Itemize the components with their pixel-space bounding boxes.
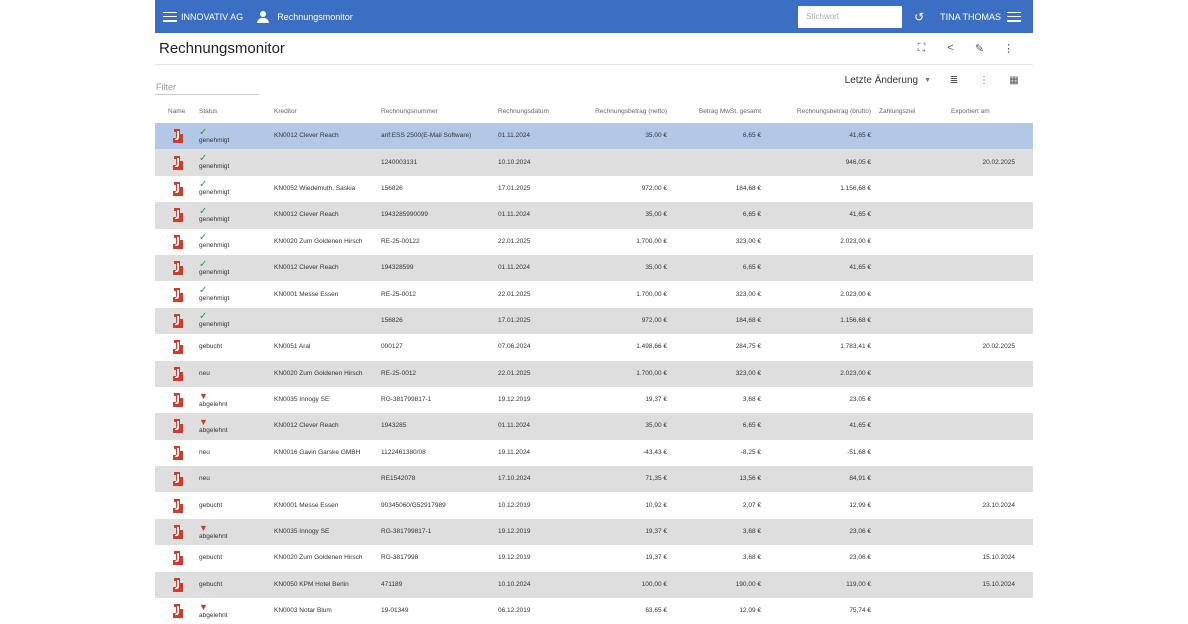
rechnungsdatum-cell: 07.06.2024: [494, 334, 574, 360]
brutto-cell: 41,65 €: [765, 123, 875, 149]
brutto-cell: 23,06 €: [765, 545, 875, 571]
pdf-icon[interactable]: [159, 207, 191, 223]
pdf-icon[interactable]: [159, 471, 191, 487]
mwst-cell: 6,65 €: [671, 255, 765, 281]
exportiert-cell: [947, 281, 1033, 307]
mwst-cell: 3,68 €: [671, 545, 765, 571]
kreditor-cell: KN0050 KPM Hotel Berlin: [270, 572, 377, 598]
table-row[interactable]: [155, 466, 1033, 492]
pdf-icon[interactable]: [159, 181, 191, 197]
kreditor-cell: KN0016 Gavin Garske GMBH: [270, 440, 377, 466]
rechnungsdatum-cell: 22.01.2025: [494, 229, 574, 255]
status-text: neu: [199, 369, 210, 377]
netto-cell: 35,00 €: [574, 413, 671, 439]
pdf-cell[interactable]: [155, 466, 195, 492]
status-text: genehmigt: [199, 163, 230, 171]
mwst-cell: -8,25 €: [671, 440, 765, 466]
kreditor-cell: KN0052 Wiedemuth, Saskia: [270, 176, 377, 202]
kreditor-cell: [270, 466, 377, 492]
filter-input[interactable]: Filter: [155, 82, 259, 95]
exportiert-cell: 15.10.2024: [947, 572, 1033, 598]
zahlungsziel-cell: [875, 308, 947, 334]
exportiert-cell: [947, 598, 1033, 624]
kreditor-cell: KN0020 Zum Goldenen Hirsch: [270, 229, 377, 255]
exportiert-cell: 20.02.2025: [947, 149, 1033, 175]
edit-icon[interactable]: ✎: [974, 43, 985, 55]
pdf-cell[interactable]: [155, 413, 195, 439]
columns-icon[interactable]: ▦: [1009, 75, 1019, 86]
column-header[interactable]: Rechnungsbetrag (netto): [595, 107, 667, 115]
app-window: [155, 0, 1033, 621]
pdf-icon[interactable]: [159, 234, 191, 250]
kreditor-cell: KN0020 Zum Goldenen Hirsch: [270, 361, 377, 387]
column-header[interactable]: Rechnungsnummer: [381, 107, 438, 115]
table-row[interactable]: [155, 334, 1033, 360]
search-input[interactable]: Stichwort: [798, 6, 902, 28]
sort-select[interactable]: Letzte Änderung: [844, 75, 919, 86]
rechnungsdatum-cell: 22.01.2025: [494, 361, 574, 387]
brutto-cell: 41,65 €: [765, 202, 875, 228]
kreditor-cell: KN0012 Clever Reach: [270, 202, 377, 228]
rechnungsnummer-cell: RG-381799817-1: [377, 519, 494, 545]
status-cell: [195, 413, 270, 439]
company-name[interactable]: INNOVATIV AG: [181, 11, 244, 22]
exportiert-cell: [947, 440, 1033, 466]
history-icon[interactable]: ↺: [914, 9, 925, 24]
table-row[interactable]: [155, 545, 1033, 571]
zahlungsziel-cell: [875, 255, 947, 281]
table-row[interactable]: [155, 492, 1033, 518]
zahlungsziel-cell: [875, 202, 947, 228]
brutto-cell: 2.023,00 €: [765, 229, 875, 255]
pdf-cell[interactable]: [155, 334, 195, 360]
rechnungsnummer-cell: RE-25-00122: [377, 229, 494, 255]
exportiert-cell: [947, 519, 1033, 545]
brutto-cell: 1.156,68 €: [765, 308, 875, 334]
pdf-cell[interactable]: [155, 255, 195, 281]
zahlungsziel-cell: [875, 334, 947, 360]
column-header[interactable]: Rechnungsbetrag (brutto): [796, 107, 871, 115]
table-header: [155, 99, 1033, 123]
pdf-cell[interactable]: [155, 361, 195, 387]
rechnungsdatum-cell: 17.10.2024: [494, 466, 574, 492]
netto-cell: 35,00 €: [574, 202, 671, 228]
zahlungsziel-cell: [875, 123, 947, 149]
netto-cell: 63,65 €: [574, 598, 671, 624]
status-cell: [195, 176, 270, 202]
sort-icon[interactable]: ≣: [949, 75, 959, 86]
status-cell: [195, 545, 270, 571]
rechnungsnummer-cell: 1240003131: [377, 149, 494, 175]
column-header[interactable]: Zahlungsziel: [879, 107, 916, 115]
rechnungsnummer-cell: 156826: [377, 176, 494, 202]
table-row[interactable]: [155, 440, 1033, 466]
status-text: abgelehnt: [199, 400, 228, 408]
status-text: abgelehnt: [199, 426, 228, 434]
share-icon[interactable]: <: [947, 42, 954, 54]
pdf-icon[interactable]: [159, 524, 191, 540]
status-text: genehmigt: [199, 268, 230, 276]
exportiert-cell: [947, 466, 1033, 492]
thumbs-down-icon: ▼: [199, 522, 208, 533]
status-text: genehmigt: [199, 215, 230, 223]
pdf-icon[interactable]: [159, 392, 191, 408]
table-row[interactable]: [155, 281, 1033, 307]
kreditor-cell: KN0020 Zum Goldenen Hirsch: [270, 545, 377, 571]
pdf-cell[interactable]: [155, 545, 195, 571]
exportiert-cell: [947, 229, 1033, 255]
status-text: abgelehnt: [199, 611, 228, 619]
mwst-cell: [671, 149, 765, 175]
top-bar: [155, 0, 1033, 33]
pdf-icon[interactable]: [159, 603, 191, 619]
rechnungsnummer-cell: arif:ESS 2500(E-Mail Software): [377, 123, 494, 149]
status-cell: [195, 308, 270, 334]
mwst-cell: 323,00 €: [671, 281, 765, 307]
page-title: Rechnungsmonitor: [159, 40, 285, 57]
kreditor-cell: KN0012 Clever Reach: [270, 413, 377, 439]
pdf-cell[interactable]: [155, 123, 195, 149]
rechnungsdatum-cell: 01.11.2024: [494, 255, 574, 281]
pdf-icon[interactable]: [159, 445, 191, 461]
brutto-cell: 12,99 €: [765, 492, 875, 518]
zahlungsziel-cell: [875, 229, 947, 255]
mwst-cell: 184,68 €: [671, 176, 765, 202]
rechnungsnummer-cell: 19-01349: [377, 598, 494, 624]
brutto-cell: 84,91 €: [765, 466, 875, 492]
mwst-cell: 2,07 €: [671, 492, 765, 518]
zahlungsziel-cell: [875, 519, 947, 545]
rechnungsnummer-cell: RE-25-0012: [377, 361, 494, 387]
zahlungsziel-cell: [875, 281, 947, 307]
status-cell: [195, 492, 270, 518]
kreditor-cell: KN0012 Clever Reach: [270, 255, 377, 281]
brutto-cell: 2.023,00 €: [765, 281, 875, 307]
status-text: gebucht: [199, 501, 223, 509]
rechnungsdatum-cell: 01.11.2024: [494, 123, 574, 149]
zahlungsziel-cell: [875, 545, 947, 571]
status-cell: [195, 255, 270, 281]
status-text: abgelehnt: [199, 532, 228, 540]
rechnungsnummer-cell: 471189: [377, 572, 494, 598]
rechnungsdatum-cell: 10.10.2024: [494, 149, 574, 175]
table-row[interactable]: [155, 519, 1033, 545]
kreditor-cell: KN0051 Aral: [270, 334, 377, 360]
chevron-down-icon[interactable]: ▼: [924, 77, 931, 84]
brutto-cell: 41,65 €: [765, 255, 875, 281]
netto-cell: 10,92 €: [574, 492, 671, 518]
table-row[interactable]: [155, 202, 1033, 228]
rechnungsnummer-cell: 1943285: [377, 413, 494, 439]
kreditor-cell: KN0012 Clever Reach: [270, 123, 377, 149]
check-icon: ✓: [199, 126, 208, 138]
mwst-cell: 323,00 €: [671, 361, 765, 387]
status-text: neu: [199, 448, 210, 456]
kreditor-cell: KN0001 Messe Essen: [270, 281, 377, 307]
app-menu-icon[interactable]: [163, 12, 177, 22]
netto-cell: 35,00 €: [574, 123, 671, 149]
zahlungsziel-cell: [875, 361, 947, 387]
more-vert-icon[interactable]: ⋮: [979, 75, 989, 86]
status-cell: [195, 387, 270, 413]
rechnungsnummer-cell: 156826: [377, 308, 494, 334]
brutto-cell: 1.783,41 €: [765, 334, 875, 360]
mwst-cell: 12,09 €: [671, 598, 765, 624]
rechnungsnummer-cell: 194328599: [377, 255, 494, 281]
rechnungsdatum-cell: 01.11.2024: [494, 413, 574, 439]
kreditor-cell: KN0035 Innogy SE: [270, 387, 377, 413]
status-cell: [195, 598, 270, 624]
fullscreen-icon[interactable]: ⛶: [917, 42, 926, 54]
exportiert-cell: [947, 202, 1033, 228]
table-row[interactable]: [155, 255, 1033, 281]
brutto-cell: 23,05 €: [765, 387, 875, 413]
mwst-cell: 3,68 €: [671, 519, 765, 545]
exportiert-cell: [947, 413, 1033, 439]
mwst-cell: 3,68 €: [671, 387, 765, 413]
netto-cell: 972,00 €: [574, 176, 671, 202]
status-text: neu: [199, 475, 210, 483]
status-cell: [195, 572, 270, 598]
thumbs-down-icon: ▼: [199, 416, 208, 427]
mwst-cell: 184,68 €: [671, 308, 765, 334]
netto-cell: 19,37 €: [574, 545, 671, 571]
status-cell: [195, 123, 270, 149]
brutto-cell: 946,05 €: [765, 149, 875, 175]
column-header[interactable]: Betrag MwSt. gesamt: [698, 107, 761, 115]
pdf-icon[interactable]: [159, 260, 191, 276]
status-text: gebucht: [199, 580, 223, 588]
check-icon: ✓: [199, 232, 208, 244]
netto-cell: 972,00 €: [574, 308, 671, 334]
status-cell: [195, 334, 270, 360]
exportiert-cell: [947, 123, 1033, 149]
kreditor-cell: KN0035 Innogy SE: [270, 519, 377, 545]
table-row[interactable]: [155, 361, 1033, 387]
check-icon: ✓: [199, 285, 208, 297]
rechnungsdatum-cell: 19.12.2019: [494, 387, 574, 413]
invoice-table: [155, 99, 1033, 624]
zahlungsziel-cell: [875, 492, 947, 518]
pdf-cell[interactable]: [155, 572, 195, 598]
brutto-cell: 2.023,00 €: [765, 361, 875, 387]
brutto-cell: 23,06 €: [765, 519, 875, 545]
pdf-cell[interactable]: [155, 281, 195, 307]
check-icon: ✓: [199, 179, 208, 191]
table-row[interactable]: [155, 308, 1033, 334]
exportiert-cell: [947, 255, 1033, 281]
mwst-cell: 6,65 €: [671, 123, 765, 149]
pdf-icon[interactable]: [159, 550, 191, 566]
exportiert-cell: 23.10.2024: [947, 492, 1033, 518]
status-text: gebucht: [199, 343, 223, 351]
netto-cell: 1.700,00 €: [574, 281, 671, 307]
pdf-icon[interactable]: [159, 339, 191, 355]
status-text: genehmigt: [199, 136, 230, 144]
status-cell: [195, 229, 270, 255]
column-header[interactable]: Rechnungsdatum: [498, 107, 549, 115]
rechnungsnummer-cell: RG-3817998: [377, 545, 494, 571]
pdf-cell[interactable]: [155, 176, 195, 202]
brutto-cell: 1.156,68 €: [765, 176, 875, 202]
user-name[interactable]: TINA THOMAS: [940, 11, 1001, 22]
mwst-cell: 6,65 €: [671, 202, 765, 228]
pdf-cell[interactable]: [155, 308, 195, 334]
column-header[interactable]: Kreditor: [274, 107, 297, 115]
rechnungsnummer-cell: 90345060/G52917989: [377, 492, 494, 518]
status-cell: [195, 149, 270, 175]
pdf-icon[interactable]: [159, 577, 191, 593]
column-header[interactable]: Name: [168, 107, 186, 115]
pdf-icon[interactable]: [159, 155, 191, 171]
netto-cell: 19,37 €: [574, 387, 671, 413]
brutto-cell: 41,65 €: [765, 413, 875, 439]
zahlungsziel-cell: [875, 572, 947, 598]
sort-control: [845, 75, 1029, 86]
kreditor-cell: [270, 308, 377, 334]
column-header[interactable]: Status: [199, 107, 218, 115]
zahlungsziel-cell: [875, 387, 947, 413]
pdf-icon[interactable]: [159, 313, 191, 329]
exportiert-cell: [947, 387, 1033, 413]
status-cell: [195, 281, 270, 307]
rechnungsnummer-cell: 000127: [377, 334, 494, 360]
zahlungsziel-cell: [875, 440, 947, 466]
netto-cell: 1.498,66 €: [574, 334, 671, 360]
rechnungsdatum-cell: 22.01.2025: [494, 281, 574, 307]
user-menu-icon[interactable]: [1007, 12, 1021, 22]
check-icon: ✓: [199, 258, 208, 270]
zahlungsziel-cell: [875, 149, 947, 175]
page-header: [155, 33, 1033, 65]
exportiert-cell: [947, 361, 1033, 387]
rechnungsnummer-cell: RE1542078: [377, 466, 494, 492]
pdf-icon[interactable]: [159, 418, 191, 434]
pdf-cell[interactable]: [155, 598, 195, 624]
table-row[interactable]: [155, 229, 1033, 255]
netto-cell: [574, 149, 671, 175]
rechnungsnummer-cell: RG-381799817-1: [377, 387, 494, 413]
thumbs-down-icon: ▼: [199, 601, 208, 612]
thumbs-down-icon: ▼: [199, 390, 208, 401]
column-header[interactable]: Exportiert am: [951, 107, 990, 115]
pdf-icon[interactable]: [159, 366, 191, 382]
status-cell: [195, 466, 270, 492]
exportiert-cell: 15.10.2024: [947, 545, 1033, 571]
rechnungsdatum-cell: 10.12.2019: [494, 492, 574, 518]
table-row[interactable]: [155, 598, 1033, 624]
mwst-cell: 284,75 €: [671, 334, 765, 360]
exportiert-cell: 20.02.2025: [947, 334, 1033, 360]
status-cell: [195, 202, 270, 228]
kreditor-cell: KN0003 Notar Blum: [270, 598, 377, 624]
pdf-cell[interactable]: [155, 492, 195, 518]
pdf-icon[interactable]: [159, 498, 191, 514]
rechnungsdatum-cell: 19.11.2024: [494, 440, 574, 466]
pdf-cell[interactable]: [155, 149, 195, 175]
rechnungsdatum-cell: 01.11.2024: [494, 202, 574, 228]
pdf-cell[interactable]: [155, 229, 195, 255]
pdf-cell[interactable]: [155, 387, 195, 413]
mwst-cell: 13,56 €: [671, 466, 765, 492]
zahlungsziel-cell: [875, 466, 947, 492]
exportiert-cell: [947, 176, 1033, 202]
more-vert-icon[interactable]: ⋮: [1003, 43, 1014, 55]
rechnungsdatum-cell: 10.10.2024: [494, 572, 574, 598]
table-row[interactable]: [155, 413, 1033, 439]
table-row[interactable]: [155, 387, 1033, 413]
table-row[interactable]: [155, 123, 1033, 149]
status-text: genehmigt: [199, 321, 230, 329]
pdf-cell[interactable]: [155, 202, 195, 228]
table-row[interactable]: [155, 176, 1033, 202]
rechnungsdatum-cell: 17.01.2025: [494, 176, 574, 202]
mwst-cell: 6,65 €: [671, 413, 765, 439]
brutto-cell: -51,68 €: [765, 440, 875, 466]
zahlungsziel-cell: [875, 598, 947, 624]
rechnungsdatum-cell: 06.12.2019: [494, 598, 574, 624]
kreditor-cell: [270, 149, 377, 175]
rechnungsnummer-cell: RE-25-0012: [377, 281, 494, 307]
check-icon: ✓: [199, 153, 208, 165]
check-icon: ✓: [199, 205, 208, 217]
pdf-cell[interactable]: [155, 440, 195, 466]
mwst-cell: 190,00 €: [671, 572, 765, 598]
netto-cell: 1.700,00 €: [574, 229, 671, 255]
netto-cell: 19,37 €: [574, 519, 671, 545]
status-cell: [195, 519, 270, 545]
mwst-cell: 323,00 €: [671, 229, 765, 255]
netto-cell: 100,00 €: [574, 572, 671, 598]
pdf-icon[interactable]: [159, 287, 191, 303]
filter-bar: [155, 65, 1033, 99]
check-icon: ✓: [199, 311, 208, 323]
table-row[interactable]: [155, 149, 1033, 175]
rechnungsnummer-cell: 1122461380/08: [377, 440, 494, 466]
rechnungsdatum-cell: 19.12.2019: [494, 545, 574, 571]
user-icon: [257, 11, 269, 23]
status-text: genehmigt: [199, 242, 230, 250]
status-text: genehmigt: [199, 295, 230, 303]
status-cell: [195, 361, 270, 387]
status-text: gebucht: [199, 554, 223, 562]
zahlungsziel-cell: [875, 176, 947, 202]
table-row[interactable]: [155, 572, 1033, 598]
netto-cell: 1.700,00 €: [574, 361, 671, 387]
brutto-cell: 75,74 €: [765, 598, 875, 624]
brutto-cell: 119,00 €: [765, 572, 875, 598]
netto-cell: 71,35 €: [574, 466, 671, 492]
rechnungsdatum-cell: 19.12.2019: [494, 519, 574, 545]
status-cell: [195, 440, 270, 466]
pdf-cell[interactable]: [155, 519, 195, 545]
pdf-icon[interactable]: [159, 128, 191, 144]
rechnungsnummer-cell: 1943285990099: [377, 202, 494, 228]
status-text: genehmigt: [199, 189, 230, 197]
rechnungsdatum-cell: 17.01.2025: [494, 308, 574, 334]
module-name[interactable]: Rechnungsmonitor: [277, 11, 353, 22]
netto-cell: 35,00 €: [574, 255, 671, 281]
netto-cell: -43,43 €: [574, 440, 671, 466]
zahlungsziel-cell: [875, 413, 947, 439]
kreditor-cell: KN0001 Messe Essen: [270, 492, 377, 518]
exportiert-cell: [947, 308, 1033, 334]
